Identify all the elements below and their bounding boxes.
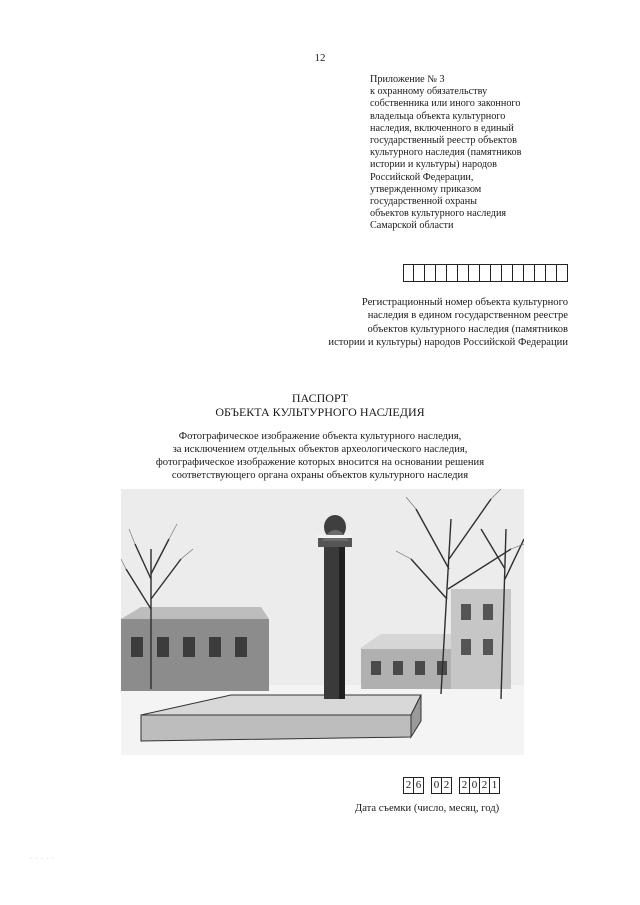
date-digit: 1 [489, 777, 500, 794]
appendix-line: государственной охраны [370, 196, 477, 208]
appendix-line: культурного наследия (памятников [370, 147, 522, 159]
date-digit: 6 [413, 777, 424, 794]
appendix-line: к охранному обязательству [370, 86, 488, 98]
registration-digit-box [557, 264, 568, 282]
date-digit: 2 [479, 777, 490, 794]
photo-date-day [403, 777, 423, 794]
appendix-line: государственный реестр объектов [370, 135, 517, 147]
photo-caption-line: за исключением отдельных объектов археологического наследия, [172, 444, 468, 455]
appendix-line: Российской Федерации, [370, 171, 474, 183]
page-number: 12 [314, 52, 326, 64]
photo-date-caption: Дата съемки (число, месяц, год) [355, 803, 500, 814]
registration-caption-line: Регистрационный номер объекта культурного [361, 297, 568, 308]
registration-number-boxes [403, 264, 568, 282]
date-digit: 2 [403, 777, 414, 794]
registration-digit-box [458, 264, 469, 282]
date-digit: 2 [459, 777, 470, 794]
appendix-line: наследия, включенного в единый [370, 122, 514, 134]
passport-heading [0, 391, 640, 419]
passport-subtitle: ОБЪЕКТА КУЛЬТУРНОГО НАСЛЕДИЯ [215, 405, 425, 419]
passport-title: ПАСПОРТ [291, 391, 349, 405]
photo-caption [0, 430, 640, 482]
registration-digit-box [469, 264, 480, 282]
appendix-line: Самарской области [370, 220, 454, 232]
appendix-block [370, 74, 590, 233]
appendix-line: Приложение № 3 [370, 74, 445, 85]
date-digit: 0 [469, 777, 480, 794]
photo-date-month [431, 777, 451, 794]
registration-digit-box [447, 264, 458, 282]
appendix-line: утвержденному приказом [370, 183, 482, 195]
registration-digit-box [480, 264, 491, 282]
date-digit: 2 [441, 777, 452, 794]
registration-digit-box [513, 264, 524, 282]
photo-date [403, 777, 499, 794]
photo-date-year [459, 777, 499, 794]
registration-caption-line: объектов культурного наследия (памятников [367, 323, 568, 335]
registration-digit-box [535, 264, 546, 282]
registration-digit-box [502, 264, 513, 282]
registration-caption-line: наследия в едином государственном реестре [367, 310, 568, 322]
photo-caption-line: фотографическое изображение которых вносится на основании решения [155, 457, 485, 468]
photo-caption-line: соответствующего органа охраны объектов культурного наследия [171, 470, 469, 481]
registration-digit-box [436, 264, 447, 282]
registration-digit-box [403, 264, 414, 282]
registration-caption-line: истории и культуры) народов Российской Федерации [328, 337, 568, 349]
registration-digit-box [425, 264, 436, 282]
appendix-line: истории и культуры) народов [370, 159, 497, 171]
registration-digit-box [524, 264, 535, 282]
appendix-line: владельца объекта культурного [370, 110, 506, 122]
registration-digit-box [414, 264, 425, 282]
registration-caption [328, 296, 568, 350]
photo-caption-line: Фотографическое изображение объекта культурного наследия, [178, 431, 462, 442]
appendix-line: объектов культурного наследия [370, 208, 507, 220]
appendix-line: собственника или иного законного [370, 98, 521, 110]
registration-digit-box [491, 264, 502, 282]
registration-digit-box [546, 264, 557, 282]
date-digit: 0 [431, 777, 442, 794]
scan-footer-mark: · · · · · [30, 856, 55, 862]
monument-photo [121, 489, 524, 755]
